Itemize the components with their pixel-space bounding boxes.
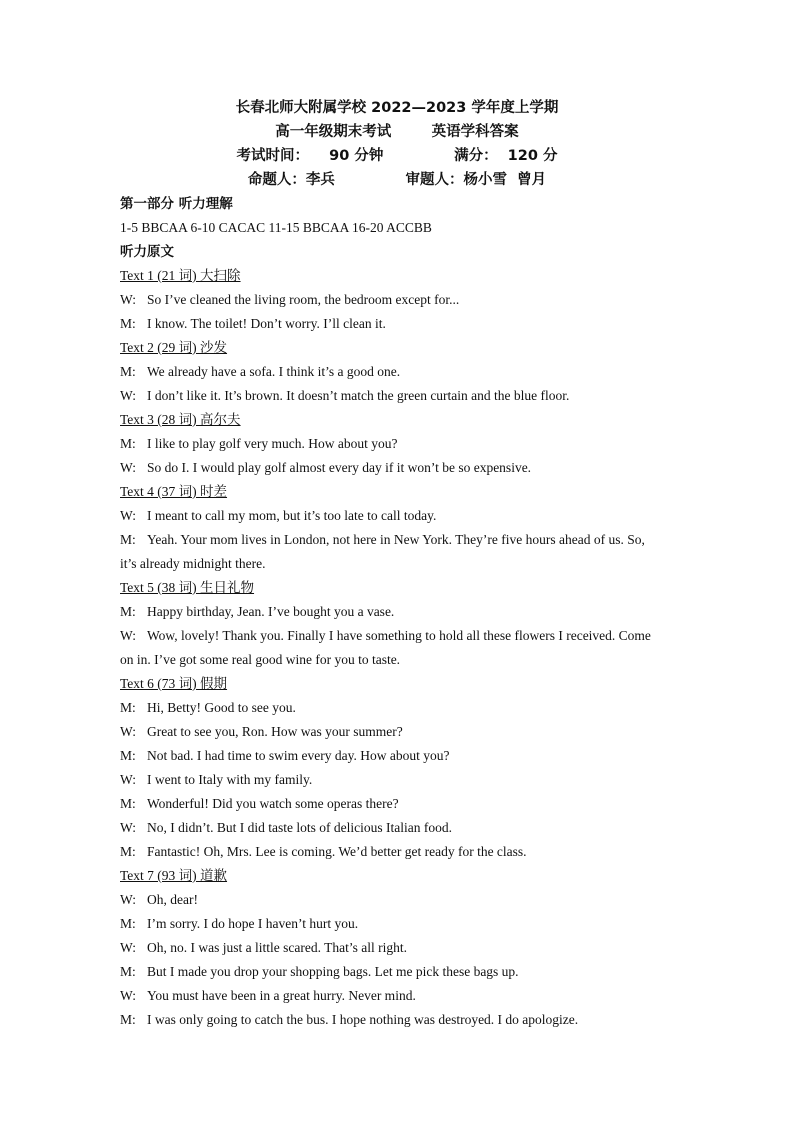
dialogue-line	[120, 816, 680, 840]
document-body	[120, 192, 680, 1032]
dialogue-text: I like to play golf very much. How about you?	[147, 436, 398, 451]
dialogue-line	[120, 528, 680, 552]
speaker-label: W:	[120, 460, 136, 475]
dialogue-text: I was only going to catch the bus. I hope nothing was destroyed. I do apologize.	[147, 1012, 579, 1027]
speaker-label: M:	[120, 700, 136, 715]
text-heading: Text 3 (28 词) 高尔夫	[120, 412, 241, 427]
dialogue-line	[120, 984, 680, 1008]
dialogue-line	[120, 624, 680, 648]
speaker-label: M:	[120, 844, 136, 859]
speaker-label: W:	[120, 820, 136, 835]
dialogue-text: Oh, no. I was just a little scared. That’s all right.	[147, 940, 407, 955]
dialogue-text: I don’t like it. It’s brown. It doesn’t match the green curtain and the blue floor.	[147, 388, 570, 403]
speaker-label: W:	[120, 772, 136, 787]
dialogue-text: You must have been in a great hurry. Never mind.	[147, 988, 416, 1003]
document-header	[0, 96, 794, 192]
dialogue-line	[120, 912, 680, 936]
dialogue-line	[120, 792, 680, 816]
dialogue-text: We already have a sofa. I think it’s a good one.	[147, 364, 401, 379]
exam-time-score: 考试时间： 90 分钟 满分： 120 分	[236, 148, 558, 164]
dialogue-text: Oh, dear!	[147, 892, 198, 907]
speaker-label: W:	[120, 724, 136, 739]
dialogue-text: Wonderful! Did you watch some operas there?	[147, 796, 399, 811]
dialogue-line	[120, 456, 680, 480]
dialogue-text: So do I. I would play golf almost every day if it won’t be so expensive.	[147, 460, 532, 475]
dialogue-line	[120, 504, 680, 528]
text-heading: Text 2 (29 词) 沙发	[120, 340, 228, 355]
dialogue-text: Not bad. I had time to swim every day. How about you?	[147, 748, 450, 763]
dialogue-text: Great to see you, Ron. How was your summer?	[147, 724, 403, 739]
dialogue-line	[120, 552, 680, 576]
speaker-label: M:	[120, 916, 136, 931]
speaker-label: M:	[120, 1012, 136, 1027]
dialogue-line	[120, 960, 680, 984]
speaker-label: W:	[120, 892, 136, 907]
dialogue-line	[120, 360, 680, 384]
speaker-label: W:	[120, 940, 136, 955]
transcript-texts	[120, 264, 680, 1032]
speaker-label: M:	[120, 796, 136, 811]
dialogue-text: it’s already midnight there.	[120, 556, 266, 571]
speaker-label: M:	[120, 532, 136, 547]
dialogue-text: on in. I’ve got some real good wine for you to taste.	[120, 652, 401, 667]
answer-key: 1-5 BBCAA 6-10 CACAC 11-15 BBCAA 16-20 ACCBB	[120, 220, 432, 235]
text-heading: Text 5 (38 词) 生日礼物	[120, 580, 255, 595]
text-heading: Text 1 (21 词) 大扫除	[120, 268, 241, 283]
school-term-title: 长春北师大附属学校 2022—2023 学年度上学期	[235, 100, 559, 116]
dialogue-text: No, I didn’t. But I did taste lots of delicious Italian food.	[147, 820, 452, 835]
dialogue-text: I went to Italy with my family.	[147, 772, 313, 787]
speaker-label: W:	[120, 388, 136, 403]
dialogue-text: Hi, Betty! Good to see you.	[147, 700, 296, 715]
dialogue-text: Fantastic! Oh, Mrs. Lee is coming. We’d better get ready for the class.	[147, 844, 527, 859]
dialogue-line	[120, 432, 680, 456]
speaker-label: W:	[120, 628, 136, 643]
dialogue-line	[120, 1008, 680, 1032]
dialogue-line	[120, 888, 680, 912]
dialogue-text: So I’ve cleaned the living room, the bedroom except for...	[147, 292, 460, 307]
dialogue-line	[120, 720, 680, 744]
dialogue-line	[120, 840, 680, 864]
dialogue-text: But I made you drop your shopping bags. Let me pick these bags up.	[147, 964, 519, 979]
dialogue-text: I’m sorry. I do hope I haven’t hurt you.	[147, 916, 359, 931]
dialogue-line	[120, 288, 680, 312]
text-heading: Text 7 (93 词) 道歉	[120, 868, 228, 883]
speaker-label: M:	[120, 364, 136, 379]
dialogue-text: Yeah. Your mom lives in London, not here in New York. They’re five hours ahead of us. So,	[147, 532, 645, 547]
dialogue-line	[120, 744, 680, 768]
dialogue-text: I know. The toilet! Don’t worry. I’ll clean it.	[147, 316, 386, 331]
transcript-title: 听力原文	[120, 244, 174, 260]
section-title: 第一部分 听力理解	[120, 196, 233, 212]
text-heading: Text 4 (37 词) 时差	[120, 484, 228, 499]
speaker-label: M:	[120, 316, 136, 331]
speaker-label: M:	[120, 604, 136, 619]
dialogue-text: I meant to call my mom, but it’s too late to call today.	[147, 508, 437, 523]
dialogue-line	[120, 696, 680, 720]
speaker-label: W:	[120, 508, 136, 523]
dialogue-line	[120, 768, 680, 792]
exam-authors: 命题人：李兵 审题人：杨小雪 曾月	[247, 172, 547, 188]
dialogue-text: Happy birthday, Jean. I’ve bought you a vase.	[147, 604, 395, 619]
dialogue-line	[120, 936, 680, 960]
speaker-label: M:	[120, 964, 136, 979]
dialogue-line	[120, 312, 680, 336]
dialogue-line	[120, 648, 680, 672]
exam-subject-title: 高一年级期末考试 英语学科答案	[275, 124, 519, 140]
dialogue-line	[120, 384, 680, 408]
speaker-label: M:	[120, 436, 136, 451]
speaker-label: W:	[120, 292, 136, 307]
dialogue-line	[120, 600, 680, 624]
text-heading: Text 6 (73 词) 假期	[120, 676, 228, 691]
dialogue-text: Wow, lovely! Thank you. Finally I have something to hold all these flowers I received. Come	[147, 628, 651, 643]
speaker-label: W:	[120, 988, 136, 1003]
speaker-label: M:	[120, 748, 136, 763]
